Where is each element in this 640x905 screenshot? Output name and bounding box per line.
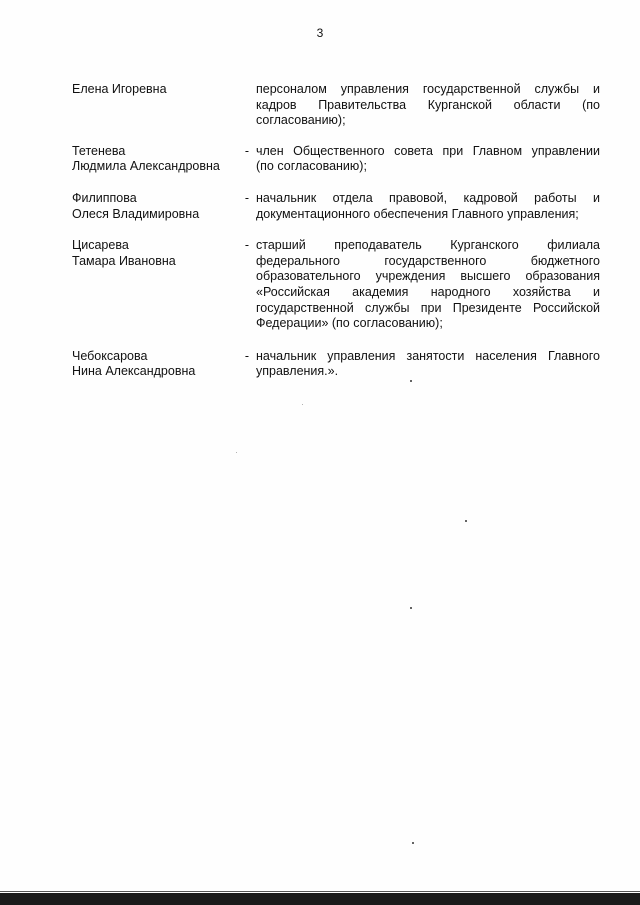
position-line: кадров Правительства Курганской области (по — [256, 97, 600, 112]
scan-speck — [410, 607, 412, 609]
member-name — [72, 191, 238, 222]
entry-dash: - — [244, 348, 250, 363]
scan-bottom-edge — [0, 893, 640, 905]
member-position — [256, 238, 600, 332]
entry-dash: - — [244, 238, 250, 253]
position-line: (по согласованию); — [256, 159, 367, 174]
member-name — [72, 144, 238, 175]
member-name-line: Тамара Ивановна — [72, 253, 176, 268]
member-name — [72, 82, 238, 98]
member-name-line: Елена Игоревна — [72, 82, 167, 96]
scan-speck — [465, 520, 467, 522]
position-line: федерального государственного бюджетного — [256, 253, 600, 268]
position-line: образовательного учреждения высшего образования — [256, 269, 600, 284]
position-line: управления.». — [256, 364, 339, 379]
position-line: член Общественного совета при Главном управлении — [256, 143, 600, 158]
member-entry — [72, 238, 600, 332]
page-number: 3 — [316, 26, 324, 40]
scan-speck — [236, 452, 237, 453]
member-name-line: Филиппова — [72, 190, 137, 205]
member-name-line: Нина Александровна — [72, 364, 196, 379]
member-entry — [72, 191, 600, 222]
entry-dash: - — [244, 143, 250, 158]
member-position — [256, 144, 600, 175]
member-entry — [72, 82, 600, 129]
scan-speck — [412, 842, 414, 844]
member-name-line: Людмила Александровна — [72, 159, 220, 174]
position-line: государственной службы при Президенте Российской — [256, 300, 600, 315]
member-position — [256, 82, 600, 129]
member-position — [256, 191, 600, 222]
position-line: документационного обеспечения Главного управления; — [256, 206, 579, 221]
position-line: «Российская академия народного хозяйства и — [256, 284, 600, 299]
position-line: согласованию); — [256, 113, 346, 128]
member-name — [72, 238, 238, 269]
member-name-line: Олеся Владимировна — [72, 206, 200, 221]
scan-speck — [302, 404, 303, 405]
scan-edge-line — [0, 891, 640, 892]
member-name-line: Чебоксарова — [72, 348, 148, 363]
position-line: начальник управления занятости населения Главного — [256, 348, 600, 363]
member-list — [72, 82, 600, 396]
member-name-line: Цисарева — [72, 238, 129, 253]
entry-dash: - — [244, 190, 250, 205]
member-name — [72, 349, 238, 380]
scan-speck — [410, 380, 412, 382]
member-entry — [72, 349, 600, 380]
member-name-line: Тетенева — [72, 143, 126, 158]
position-line: персоналом управления государственной службы и — [256, 82, 600, 96]
member-position — [256, 349, 600, 380]
position-line: начальник отдела правовой, кадровой работы и — [256, 190, 600, 205]
position-line: старший преподаватель Курганского филиала — [256, 238, 600, 253]
member-entry — [72, 144, 600, 175]
position-line: Федерации» (по согласованию); — [256, 316, 443, 331]
